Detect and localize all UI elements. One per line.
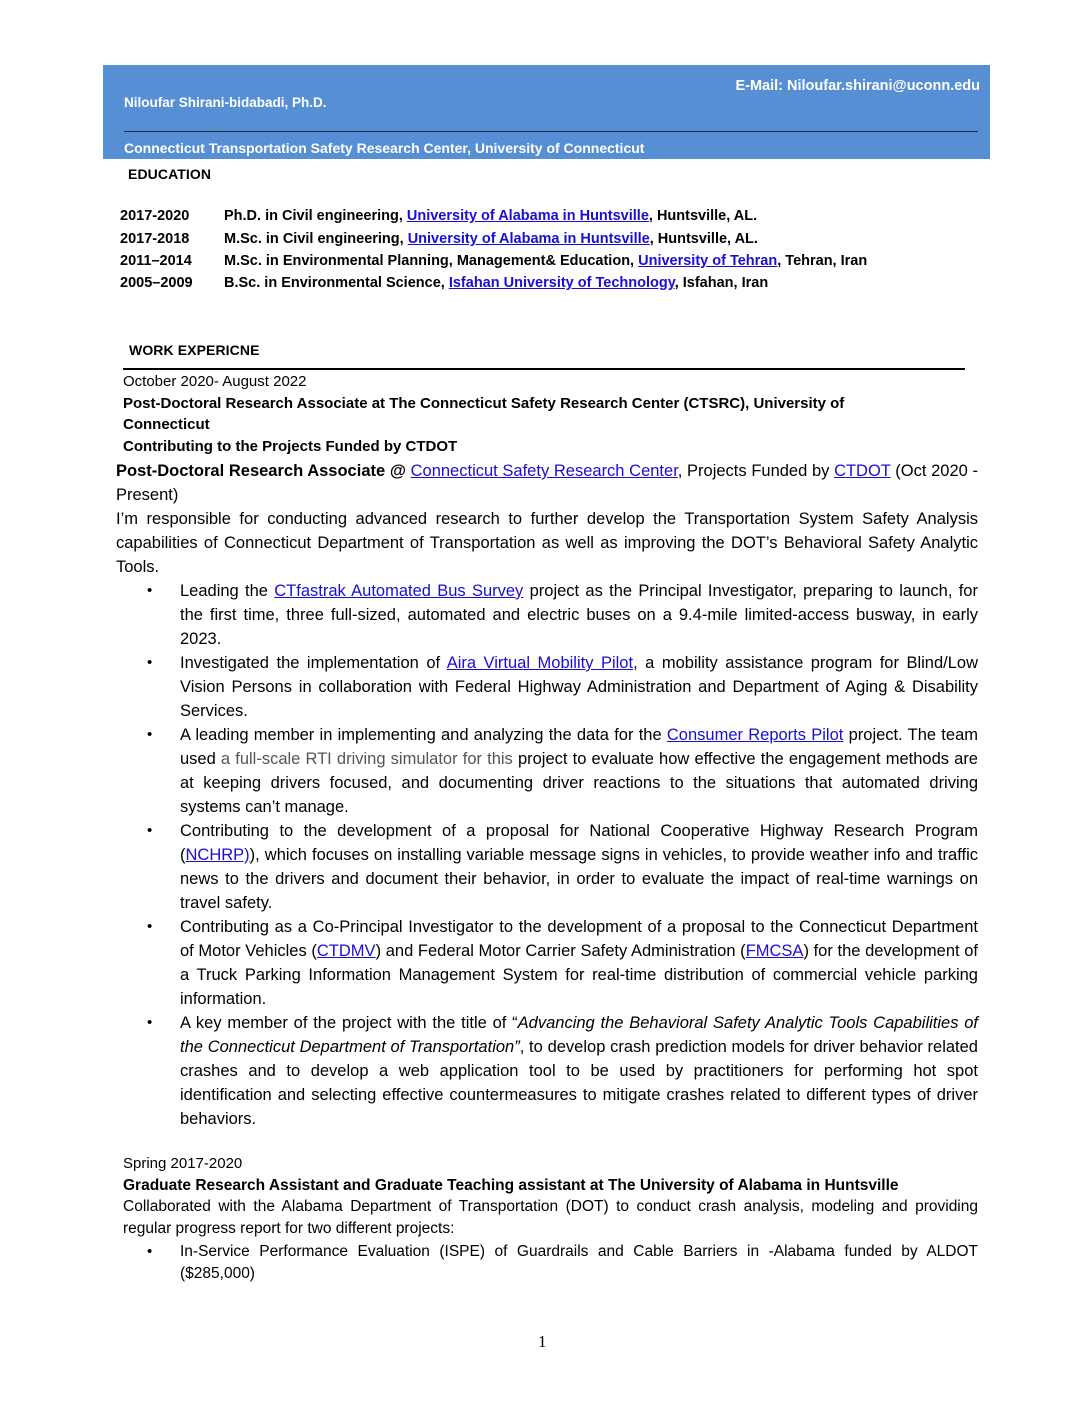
education-degree: M.Sc. in Environmental Planning, Management& Education, xyxy=(224,253,639,269)
bullet-text: In-Service Performance Evaluation (ISPE) of Guardrails and Cable Barriers in -Alabama funded by ALDOT ($285,000) xyxy=(180,1243,978,1282)
ctfastrak-link[interactable]: CTfastrak Automated Bus Survey xyxy=(274,582,524,600)
list-item xyxy=(140,819,978,915)
project-title: Advancing the Behavioral Safety Analytic Tools Capabilities of the Connecticut Department of Transportation” xyxy=(180,1014,979,1056)
bullet-text: Investigated the implementation of xyxy=(180,654,447,672)
education-location: , Tehran, Iran xyxy=(777,253,868,269)
list-item xyxy=(140,579,978,651)
header-banner xyxy=(103,65,990,159)
bullet-text: Contributing to the development of a proposal for National Cooperative Highway Research Program ( xyxy=(180,822,978,864)
bullet-icon: • xyxy=(147,918,153,935)
bullet-icon: • xyxy=(147,822,153,839)
work-heading: WORK EXPERICNE xyxy=(129,342,260,358)
bullet-icon: • xyxy=(147,582,153,599)
bullet-text: Contributing as a Co-Principal Investigator to the development of a proposal to the Connecticut Department of Motor Vehicles ( xyxy=(180,918,978,960)
bullet-text: ) for the development of a Truck Parking Information Management System for real-time distribution of commercial vehicle parking information. xyxy=(180,942,979,1008)
job-dates: October 2020- August 2022 xyxy=(123,373,307,390)
role-mid: , Projects Funded by xyxy=(677,462,835,480)
education-years: 2011–2014 xyxy=(120,253,192,269)
list-item xyxy=(140,915,978,1011)
affiliation: Connecticut Transportation Safety Research Center, University of Connecticut xyxy=(124,140,645,156)
education-degree: B.Sc. in Environmental Science, xyxy=(224,275,449,291)
header-divider xyxy=(124,131,978,132)
role-prefix: Post-Doctoral Research Associate @ xyxy=(116,462,411,480)
ctsrc-link[interactable]: Connecticut Safety Research Center xyxy=(410,462,678,480)
page-number: 1 xyxy=(538,1332,547,1351)
job-title: Graduate Research Assistant and Graduate Teaching assistant at The University of Alabama in Huntsville xyxy=(123,1177,899,1194)
education-degree: Ph.D. in Civil engineering, xyxy=(224,208,407,224)
work-divider xyxy=(123,368,965,370)
role-line xyxy=(116,459,978,507)
bullet-icon: • xyxy=(147,726,153,743)
job-bullets xyxy=(140,1241,978,1285)
education-location: , Huntsville, AL. xyxy=(648,208,758,224)
bullet-text: ) and Federal Motor Carrier Safety Administration ( xyxy=(375,942,746,960)
role-suffix: (Oct 2020 - Present) xyxy=(116,462,978,504)
bullet-text: ), which focuses on installing variable message signs in vehicles, to provide weather info and traffic news to the drivers and document their behavior, in order to evaluate the impact of real-time warnings on travel safety. xyxy=(180,846,978,912)
list-item xyxy=(140,1241,978,1285)
education-location: , Isfahan, Iran xyxy=(674,275,769,291)
job-summary: I’m responsible for conducting advanced research to further develop the Transportation System Safety Analysis capabilities of Connecticut Department of Transportation as well as improving the DOT’s Behavioral Safety Analytic Tools. xyxy=(116,510,978,576)
education-row xyxy=(120,208,757,224)
bullet-icon: • xyxy=(147,654,153,671)
education-row xyxy=(120,253,867,269)
education-row xyxy=(120,275,768,291)
education-years: 2005–2009 xyxy=(120,275,193,291)
institution-link[interactable]: University of Alabama in Huntsville xyxy=(406,208,649,224)
bullet-text: project. The team used xyxy=(180,726,978,768)
bullet-text: Leading the xyxy=(180,582,275,600)
job-summary: Collaborated with the Alabama Department of Transportation (DOT) to conduct crash analysis, modeling and providing regular progress report for two different projects: xyxy=(123,1198,978,1237)
fmcsa-link[interactable]: FMCSA xyxy=(745,942,804,960)
bullet-text: , to develop crash prediction models for driver behavior related crashes and to develop a web application tool to be used by practitioners for performing hot spot identification and selecting effective countermeasures to mitigate crashes related to different types of driver behaviors. xyxy=(180,1038,978,1128)
job-dates: Spring 2017-2020 xyxy=(123,1155,243,1172)
job-title-cont: Connecticut xyxy=(123,416,210,433)
list-item xyxy=(140,1011,978,1131)
bullet-text: project as the Principal Investigator, preparing to launch, for the first time, three full-sized, automated and electric buses on a 9.4-mile limited-access busway, in early 2023. xyxy=(180,582,978,648)
job-title: Post-Doctoral Research Associate at The Connecticut Safety Research Center (CTSRC), University of xyxy=(123,395,845,412)
bullet-text: A leading member in implementing and analyzing the data for the xyxy=(180,726,667,744)
institution-link[interactable]: Isfahan University of Technology xyxy=(448,275,675,291)
education-years: 2017-2018 xyxy=(120,231,190,247)
bullet-icon: • xyxy=(147,1014,153,1031)
education-years: 2017-2020 xyxy=(120,208,190,224)
bullet-icon: • xyxy=(147,1243,153,1260)
bullet-text: A key member of the project with the title of “ xyxy=(180,1014,518,1032)
education-degree: M.Sc. in Civil engineering, xyxy=(224,231,408,247)
job-bullets xyxy=(140,579,978,1131)
education-location: , Huntsville, AL. xyxy=(649,231,758,247)
bullet-text: project to evaluate how effective the engagement methods are at keeping drivers focused, and documenting driver reactions to the situations that automated driving systems can’t manage. xyxy=(180,750,978,816)
aira-link[interactable]: Aira Virtual Mobility Pilot xyxy=(446,654,634,672)
consumer-reports-link[interactable]: Consumer Reports Pilot xyxy=(666,726,844,744)
nchrp-link[interactable]: NCHRP) xyxy=(185,846,250,864)
institution-link[interactable]: University of Alabama in Huntsville xyxy=(407,231,650,247)
bullet-text: , a mobility assistance program for Blind/Low Vision Persons in collaboration with Federal Highway Administration and Department of Aging & Disability Services. xyxy=(180,654,979,720)
education-heading: EDUCATION xyxy=(128,166,212,182)
list-item xyxy=(140,723,978,819)
bullet-text: a full-scale RTI driving simulator for this xyxy=(220,750,513,768)
education-row xyxy=(120,231,758,247)
ctdmv-link[interactable]: CTDMV xyxy=(316,942,376,960)
job-subtitle: Contributing to the Projects Funded by CTDOT xyxy=(123,438,458,455)
institution-link[interactable]: University of Tehran xyxy=(638,253,778,269)
ctdot-link[interactable]: CTDOT xyxy=(834,462,891,480)
list-item xyxy=(140,651,978,723)
candidate-name: Niloufar Shirani-bidabadi, Ph.D. xyxy=(124,95,327,110)
email-label[interactable]: E-Mail: Niloufar.shirani@uconn.edu xyxy=(735,78,980,94)
